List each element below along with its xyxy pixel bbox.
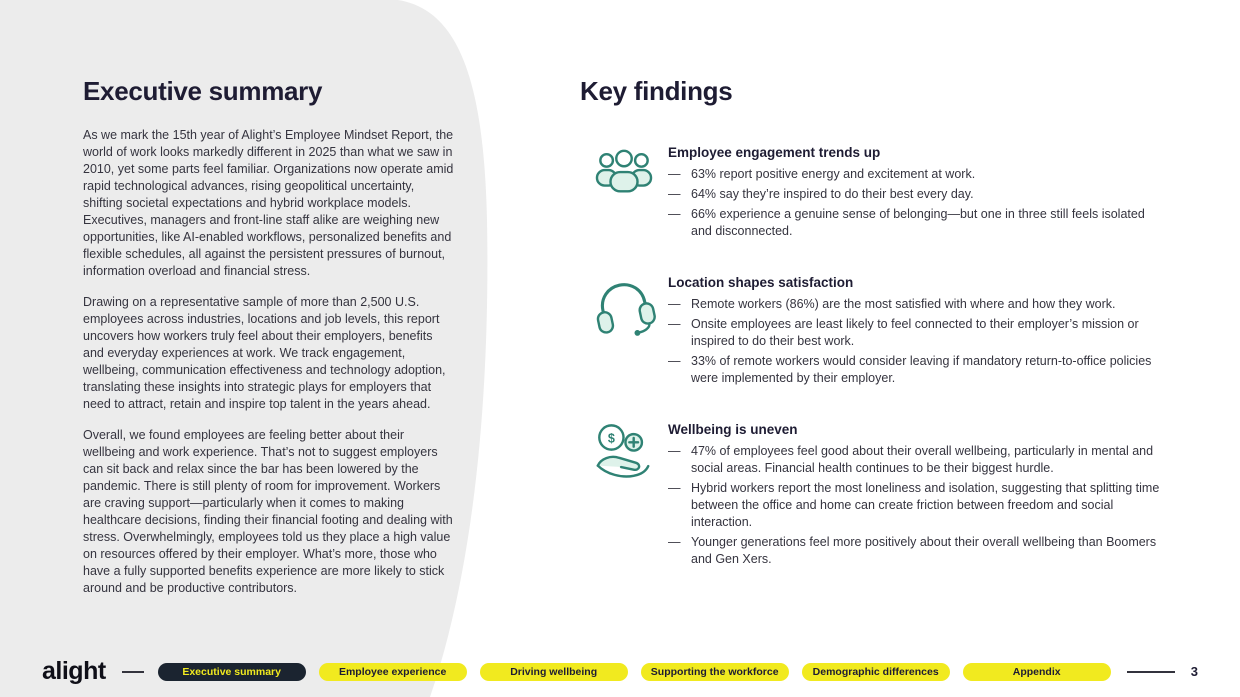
bullet-item bbox=[668, 316, 1165, 350]
page-number: 3 bbox=[1190, 664, 1198, 679]
nav-tab-executive-summary[interactable]: Executive summary bbox=[158, 663, 306, 681]
logo-divider bbox=[122, 671, 144, 673]
people-group-icon bbox=[580, 143, 668, 243]
nav-tab-demographic-differences[interactable]: Demographic differences bbox=[802, 663, 950, 681]
bullet-text: Onsite employees are least likely to feel connected to their employer’s mission or inspired to do their best work. bbox=[691, 317, 1139, 348]
finding-title: Employee engagement trends up bbox=[668, 145, 881, 160]
bullet-text: 66% experience a genuine sense of belonging—but one in three still feels isolated and disconnected. bbox=[691, 207, 1145, 238]
executive-summary-section bbox=[83, 76, 455, 611]
footer-nav-bar bbox=[42, 659, 1198, 684]
key-findings-title: Key findings bbox=[580, 76, 733, 106]
bullet-dash: — bbox=[668, 187, 681, 201]
bullet-dash: — bbox=[668, 167, 681, 181]
bullet-text: Younger generations feel more positively about their overall wellbeing than Boomers and Gen Xers. bbox=[691, 535, 1157, 566]
executive-summary-paragraph-1: As we mark the 15th year of Alight’s Employee Mindset Report, the world of work looks markedly different in 2025 than what we saw in 2010, yet some parts feel familiar. Organizations now operate amid rapid technological advances, rising geopolitical uncertainty, shifting societal expectations and hybrid workplace models. Executives, managers and front-line staff alike are weighing new opportunities, like AI-enabled workflows, personalized benefits and flexible schedules, all against the persistent pressures of burnout, information overload and financial stress. bbox=[83, 128, 454, 278]
executive-summary-title: Executive summary bbox=[83, 76, 323, 106]
bullet-dash: — bbox=[668, 444, 681, 458]
bullet-dash: — bbox=[668, 535, 681, 549]
footer-divider bbox=[1127, 671, 1175, 673]
bullet-dash: — bbox=[668, 207, 681, 221]
bullet-text: Hybrid workers report the most loneliness and isolation, suggesting that splitting time between the office and home can create friction between freedom and social interaction. bbox=[691, 481, 1160, 529]
bullet-item bbox=[668, 166, 1165, 183]
section-nav bbox=[158, 663, 1111, 681]
bullet-item bbox=[668, 534, 1165, 568]
dollar-glyph: $ bbox=[607, 431, 615, 446]
finding-location-satisfaction bbox=[580, 273, 1165, 390]
finding-wellbeing-uneven bbox=[580, 420, 1165, 571]
bullet-text: 64% say they’re inspired to do their best every day. bbox=[691, 187, 974, 201]
bullet-dash: — bbox=[668, 354, 681, 368]
nav-tab-employee-experience[interactable]: Employee experience bbox=[319, 663, 467, 681]
executive-summary-paragraph-3: Overall, we found employees are feeling better about their wellbeing and work experience. That’s not to suggest employers can sit back and relax since the bar has been lowered by the pandemic. There is still plenty of room for improvement. Workers are craving support—particularly when it comes to making healthcare decisions, finding their financial footing and dealing with stress. Overwhelmingly, employees told us they place a high value on resources offered by their employer. What’s more, those who have a fully supported benefits experience are more likely to stick around and be productive contributors. bbox=[83, 428, 453, 595]
hand-coin-icon bbox=[580, 420, 668, 571]
bullet-item bbox=[668, 480, 1165, 531]
bullet-item bbox=[668, 353, 1165, 387]
bullet-text: 63% report positive energy and excitement at work. bbox=[691, 167, 976, 181]
bullet-item bbox=[668, 296, 1165, 313]
bullet-text: 33% of remote workers would consider leaving if mandatory return-to-office policies were implemented by their employer. bbox=[691, 354, 1152, 385]
bullet-item bbox=[668, 206, 1165, 240]
headset-icon bbox=[580, 273, 668, 390]
bullet-dash: — bbox=[668, 297, 681, 311]
key-findings-section bbox=[580, 76, 1165, 601]
finding-title: Wellbeing is uneven bbox=[668, 422, 798, 437]
bullet-text: Remote workers (86%) are the most satisfied with where and how they work. bbox=[691, 297, 1116, 311]
bullet-item bbox=[668, 443, 1165, 477]
finding-title: Location shapes satisfaction bbox=[668, 275, 854, 290]
alight-logo: alight bbox=[42, 657, 106, 685]
finding-employee-engagement bbox=[580, 143, 1165, 243]
bullet-dash: — bbox=[668, 481, 681, 495]
bullet-text: 47% of employees feel good about their overall wellbeing, particularly in mental and social areas. Financial health continues to be their biggest hurdle. bbox=[691, 444, 1154, 475]
nav-tab-supporting-the-workforce[interactable]: Supporting the workforce bbox=[641, 663, 789, 681]
executive-summary-paragraph-2: Drawing on a representative sample of more than 2,500 U.S. employees across industries, locations and job levels, this report uncovers how workers truly feel about their employers, benefits and everyday experiences at work. We track engagement, wellbeing, communication effectiveness and technology adoption, translating these insights into strategic plays for employers that need to attract, retain and inspire top talent in the years ahead. bbox=[83, 295, 446, 411]
bullet-item bbox=[668, 186, 1165, 203]
nav-tab-driving-wellbeing[interactable]: Driving wellbeing bbox=[480, 663, 628, 681]
nav-tab-appendix[interactable]: Appendix bbox=[963, 663, 1111, 681]
bullet-dash: — bbox=[668, 317, 681, 331]
